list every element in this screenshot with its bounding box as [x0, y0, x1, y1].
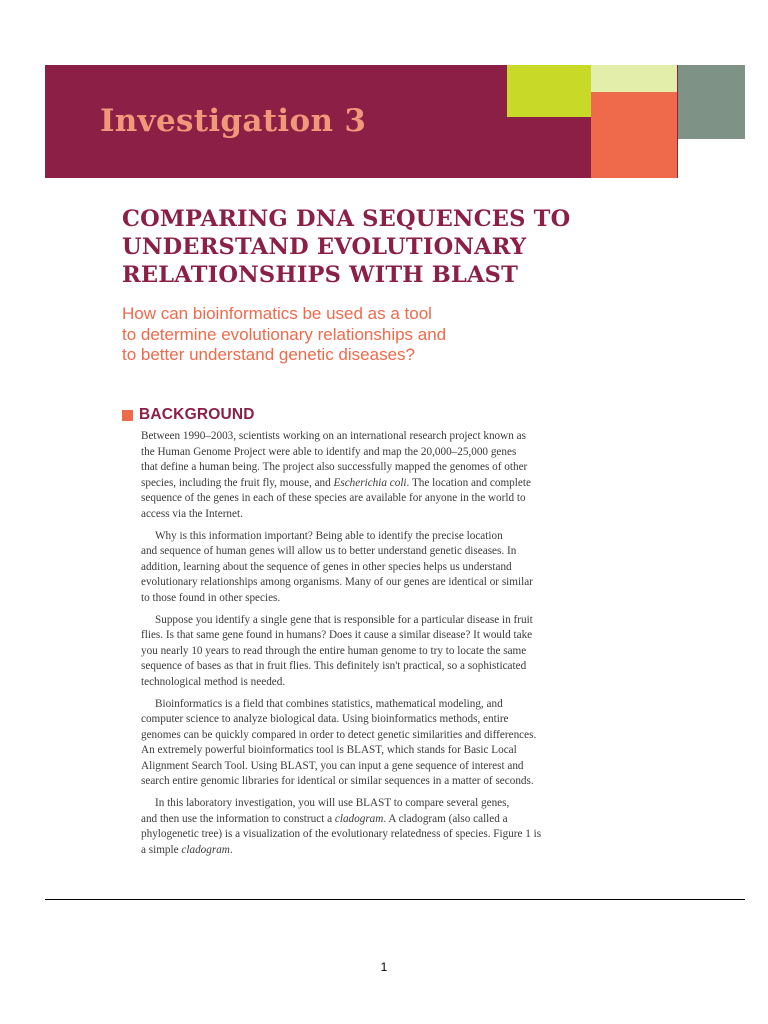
text-line: access via the Internet.: [141, 507, 243, 520]
heading-line: UNDERSTAND EVOLUTIONARY: [122, 234, 527, 260]
text-line: Why is this information important? Being able to identify the precise location: [155, 529, 503, 542]
text-line: phylogenetic tree) is a visualization of the evolutionary relatedness of species. Figure 1 is: [141, 828, 542, 841]
text-line: evolutionary relationships among organisms. Many of our genes are identical or similar: [141, 576, 533, 589]
decorative-block-gray: [678, 65, 745, 139]
text-line: to those found in other species.: [141, 591, 281, 604]
text-line: In this laboratory investigation, you will use BLAST to compare several genes,: [155, 797, 510, 810]
decorative-block-pale-green: [591, 65, 677, 92]
text-line: Suppose you identify a single gene that is responsible for a particular disease in fruit: [155, 613, 533, 626]
question-line: to better understand genetic diseases?: [122, 345, 415, 364]
text-line: flies. Is that same gene found in humans? Does it cause a similar disease? It would take: [141, 629, 533, 642]
text-line: sequence of bases as that in fruit flies. This definitely isn't practical, so a sophisticated: [141, 660, 527, 673]
paragraph: [141, 796, 591, 858]
footer-divider: [45, 899, 745, 900]
paragraph: [141, 429, 591, 523]
question-line: How can bioinformatics be used as a tool: [122, 304, 432, 323]
background-section-heading: [122, 406, 255, 424]
text-line: search entire genomic libraries for identical or similar sequences in a matter of seconds.: [141, 775, 534, 788]
text-line: that define a human being. The project also successfully mapped the genomes of other: [141, 461, 528, 474]
paragraph: [141, 613, 591, 691]
decorative-block-lime: [507, 65, 591, 92]
text-line: sequence of the genes in each of these species are available for anyone in the world to: [141, 492, 526, 505]
main-heading: [122, 205, 682, 289]
italic-term: cladogram: [181, 843, 230, 856]
italic-term: Escherichia coli: [333, 476, 407, 489]
text-line: and then use the information to construct a cladogram. A cladogram (also called a: [141, 812, 508, 825]
text-line: and sequence of human genes will allow us to better understand genetic diseases. In: [141, 545, 517, 558]
decorative-block-orange: [591, 92, 677, 178]
text-line: you nearly 10 years to read through the entire human genome to try to locate the same: [141, 644, 527, 657]
text-line: Alignment Search Tool. Using BLAST, you can input a gene sequence of interest and: [141, 759, 524, 772]
text-line: technological method is needed.: [141, 675, 286, 688]
text-line: a simple cladogram.: [141, 843, 233, 856]
background-body: [141, 429, 591, 864]
text-line: Bioinformatics is a field that combines statistics, mathematical modeling, and: [155, 697, 503, 710]
heading-line: RELATIONSHIPS WITH BLAST: [122, 262, 519, 288]
text-line: species, including the fruit fly, mouse, and Escherichia coli. The location and complete: [141, 476, 531, 489]
italic-term: cladogram: [334, 812, 384, 825]
text-line: Between 1990–2003, scientists working on an international research project known as: [141, 430, 526, 442]
text-line: addition, learning about the sequence of genes in other species helps us understand: [141, 560, 512, 573]
paragraph: [141, 529, 591, 607]
text-line: the Human Genome Project were able to identify and map the 20,000–25,000 genes: [141, 445, 517, 458]
section-marker-icon: [122, 410, 133, 421]
guiding-question: [122, 304, 682, 366]
investigation-title: Investigation 3: [100, 103, 367, 139]
question-line: to determine evolutionary relationships and: [122, 324, 447, 344]
decorative-block-lime-lower: [507, 92, 591, 117]
paragraph: [141, 697, 591, 791]
text-line: computer science to analyze biological data. Using bioinformatics methods, entire: [141, 713, 509, 726]
text-line: genomes can be quickly compared in order to detect genetic similarities and differences.: [141, 728, 537, 741]
text-line: An extremely powerful bioinformatics tool is BLAST, which stands for Basic Local: [141, 744, 517, 757]
heading-line: COMPARING DNA SEQUENCES TO: [122, 206, 571, 232]
background-label: BACKGROUND: [139, 406, 255, 423]
page-number: 1: [380, 960, 388, 974]
